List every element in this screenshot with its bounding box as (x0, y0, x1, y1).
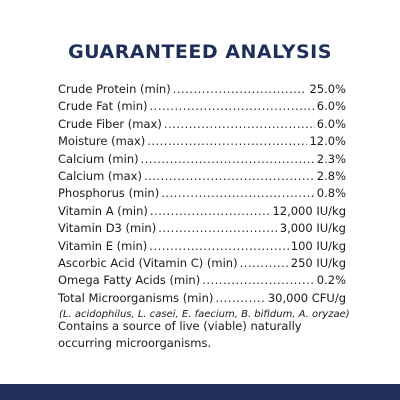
row-label: Vitamin D3 (min) (58, 221, 157, 236)
row-label: Vitamin E (min) (58, 238, 148, 253)
row-label: Ascorbic Acid (Vitamin C) (min) (58, 255, 238, 270)
analysis-row-omega-fatty-acids (58, 272, 346, 289)
analysis-row-vitamin-d3 (58, 220, 346, 237)
dot-leader (164, 116, 315, 133)
row-label: Crude Fiber (max) (58, 116, 162, 131)
row-value: 25.0% (309, 82, 346, 96)
row-value: 0.2% (316, 273, 346, 288)
dot-leader (161, 185, 315, 202)
dot-leader (149, 238, 288, 255)
analysis-row-crude-fat (58, 98, 346, 115)
dot-leader (147, 133, 307, 150)
guaranteed-analysis-table (58, 81, 350, 322)
dot-leader (150, 98, 315, 115)
row-value: 6.0% (316, 116, 346, 131)
analysis-row-crude-fiber (58, 116, 346, 133)
row-label: Total Microorganisms (min) (58, 290, 214, 305)
row-label: Crude Protein (min) (58, 82, 171, 96)
row-value: 100 IU/kg (290, 238, 346, 253)
row-value: 3,000 IU/kg (279, 221, 346, 236)
dot-leader (141, 151, 315, 168)
row-value: 0.8% (316, 186, 346, 201)
dot-leader (173, 81, 308, 98)
dot-leader (144, 168, 315, 185)
row-label: Phosphorus (min) (58, 186, 160, 201)
row-value: 250 IU/kg (290, 255, 346, 270)
page-title: GUARANTEED ANALYSIS (68, 41, 332, 63)
row-label: Crude Fat (min) (58, 99, 148, 114)
analysis-row-vitamin-e (58, 238, 346, 255)
analysis-row-crude-protein (58, 81, 346, 98)
dot-leader (150, 203, 271, 220)
dot-leader (215, 290, 266, 307)
bottom-brand-bar (0, 384, 400, 400)
dot-leader (240, 255, 289, 272)
analysis-row-calcium-min (58, 151, 346, 168)
row-value: 30,000 CFU/g (267, 290, 346, 305)
analysis-row-calcium-max (58, 168, 346, 185)
analysis-row-vitamin-a (58, 203, 346, 220)
row-label: Moisture (max) (58, 134, 146, 149)
row-label: Calcium (max) (58, 168, 142, 183)
analysis-row-moisture (58, 133, 346, 150)
microorganisms-note: (L. acidophilus, L. casei, E. faecium, B. bifidum, A. oryzae) (59, 309, 350, 321)
dot-leader (158, 220, 278, 237)
analysis-row-total-microorganisms (58, 290, 346, 307)
row-value: 2.8% (316, 168, 346, 183)
row-label: Calcium (min) (58, 151, 139, 166)
row-value: 12.0% (309, 134, 346, 149)
dot-leader (202, 272, 315, 289)
live-microorganisms-statement: Contains a source of live (viable) naturally occurring microorganisms. (58, 319, 302, 350)
analysis-row-phosphorus (58, 185, 346, 202)
row-label: Omega Fatty Acids (min) (58, 273, 201, 288)
row-value: 12,000 IU/kg (272, 203, 346, 218)
analysis-row-ascorbic-acid (58, 255, 346, 272)
row-label: Vitamin A (min) (58, 203, 148, 218)
row-value: 6.0% (316, 99, 346, 114)
row-value: 2.3% (316, 151, 346, 166)
